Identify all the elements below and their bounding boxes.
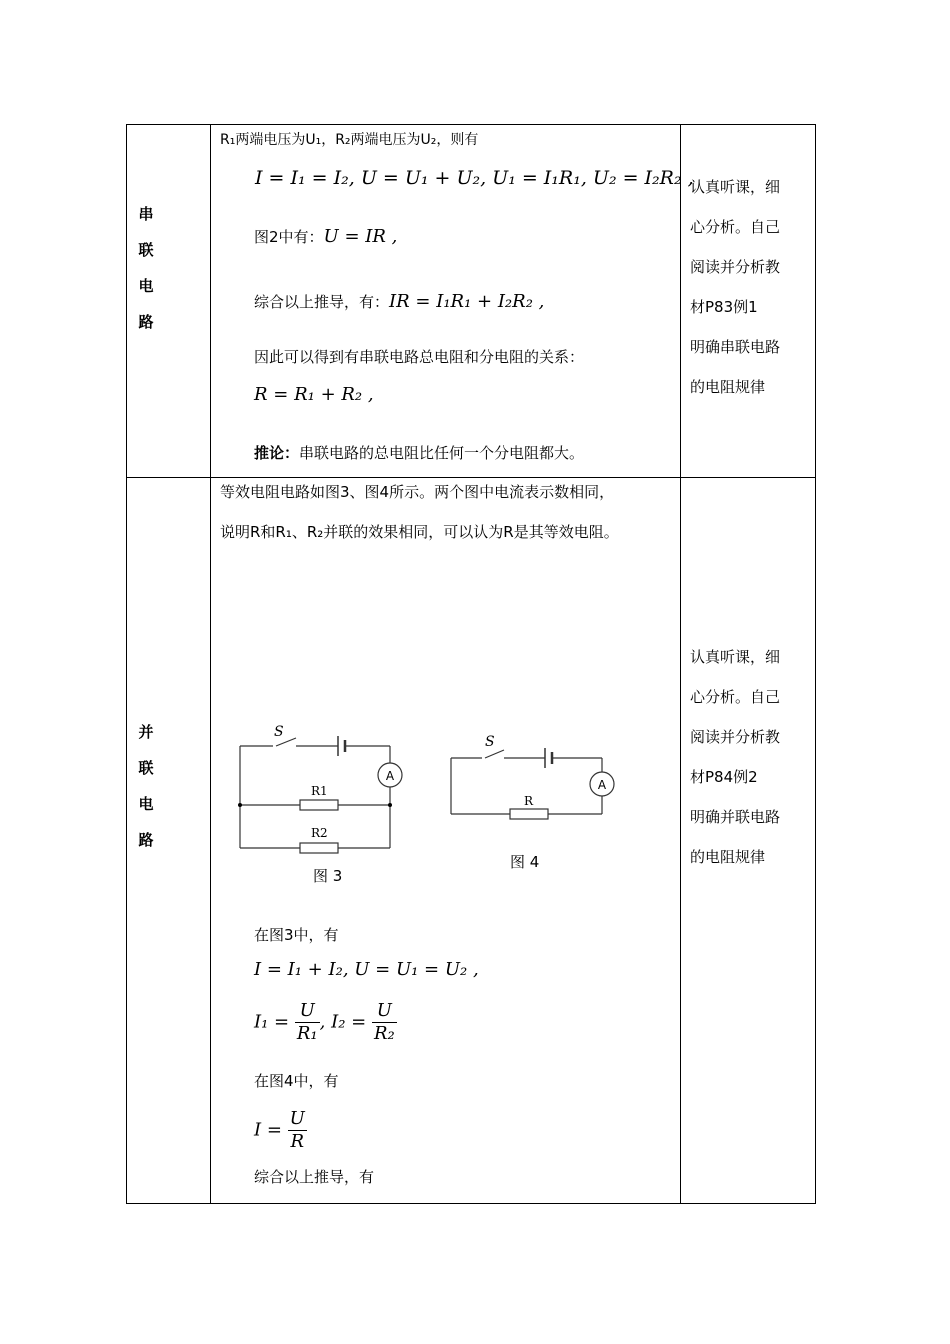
- figure-3-caption: 图 3: [313, 867, 343, 885]
- note-line: 材P84例2: [690, 768, 758, 786]
- note-line: 心分析。自己: [690, 218, 781, 236]
- numerator: U: [295, 1000, 320, 1023]
- note-line: 阅读并分析教: [690, 728, 781, 746]
- note-line: 明确串联电路: [690, 338, 781, 356]
- note-line: 心分析。自己: [690, 688, 781, 706]
- fig3-r2-label: R2: [311, 826, 328, 840]
- series-fig2-line: [254, 227, 397, 247]
- note-line: 阅读并分析教: [690, 258, 781, 276]
- note-line: 明确并联电路: [690, 808, 781, 826]
- fig2-prefix: 图2中有：: [254, 228, 324, 246]
- fig4-r-label: R: [524, 794, 534, 808]
- fraction: [288, 1108, 307, 1153]
- figure-4-circuit: [440, 728, 620, 828]
- note-line: 的电阻规律: [690, 378, 766, 396]
- label-char: 电: [138, 277, 154, 295]
- figure-4-caption: 图 4: [510, 853, 540, 871]
- label-char: 串: [138, 205, 154, 223]
- note-line: 材P83例1: [690, 298, 758, 316]
- note-line: 的电阻规律: [690, 848, 766, 866]
- parallel-intro1: 等效电阻电路如图3、图4所示。两个图中电流表示数相同，: [220, 483, 615, 501]
- fraction: [295, 1000, 320, 1045]
- series-line1: R₁两端电压为U₁，R₂两端电压为U₂，则有: [220, 132, 479, 148]
- fig3-r1-label: R1: [311, 784, 328, 798]
- denominator: R₂: [373, 1023, 395, 1044]
- table-border-left: [126, 124, 127, 1204]
- parallel-intro2: 说明R和R₁、R₂并联的效果相同，可以认为R是其等效电阻。: [220, 523, 619, 541]
- label-char: 联: [138, 759, 154, 777]
- series-relation-text: 因此可以得到有串联电路总电阻和分电阻的关系：: [254, 348, 585, 366]
- fig4-ammeter-label: A: [597, 778, 607, 792]
- table-col-divider-2: [680, 124, 681, 1204]
- label-char: 路: [138, 313, 154, 331]
- numerator: U: [289, 1108, 305, 1129]
- table-border-right: [815, 124, 816, 1204]
- figure-3-circuit: [228, 718, 418, 858]
- series-note: [690, 167, 810, 407]
- eq-lhs: I =: [254, 1119, 282, 1141]
- fig2-eq: U = IR ,: [323, 226, 398, 247]
- label-char: 电: [138, 795, 154, 813]
- conclusion-text: 串联电路的总电阻比任何一个分电阻都大。: [299, 444, 585, 462]
- numerator: U: [372, 1000, 397, 1023]
- label-char: 联: [138, 241, 154, 259]
- parallel-section-label: [136, 714, 156, 858]
- in-fig3-text: 在图3中，有: [254, 926, 339, 944]
- series-eq1: I = I₁ = I₂, U = U₁ + U₂, U₁ = I₁R₁, U₂ = I₂R₂ ,: [255, 167, 694, 189]
- fraction: [372, 1000, 397, 1045]
- label-char: 路: [138, 831, 154, 849]
- label-char: 并: [138, 723, 154, 741]
- fig3-eq1: I = I₁ + I₂, U = U₁ = U₂ ,: [254, 959, 479, 980]
- fig3-switch-label: S: [274, 724, 284, 740]
- note-line: 认真听课，细: [690, 178, 781, 196]
- fig3-ammeter-label: A: [385, 769, 395, 783]
- denominator: R: [290, 1131, 305, 1152]
- in-fig4-text: 在图4中，有: [254, 1072, 339, 1090]
- series-combine-line: [254, 292, 544, 312]
- combine-eq: IR = I₁R₁ + I₂R₂ ,: [389, 291, 545, 312]
- series-section-label: [136, 196, 156, 340]
- fig4-switch-label: S: [485, 734, 495, 750]
- eq-lhs: I₁ =: [254, 1011, 290, 1033]
- series-conclusion: [254, 443, 584, 463]
- fig3-eq2: [254, 1000, 397, 1045]
- table-border-bottom: [126, 1203, 816, 1204]
- fig4-eq: [254, 1108, 307, 1153]
- conclusion-label: 推论：: [254, 444, 300, 462]
- parallel-note: [690, 637, 810, 877]
- table-row-divider: [126, 477, 816, 478]
- series-relation-eq: R = R₁ + R₂ ,: [254, 384, 374, 405]
- eq-lhs: , I₂ =: [319, 1011, 367, 1033]
- combine-prefix: 综合以上推导，有：: [254, 293, 390, 311]
- note-line: 认真听课，细: [690, 648, 781, 666]
- table-border-top: [126, 124, 816, 125]
- denominator: R₁: [296, 1023, 318, 1044]
- parallel-combine-text: 综合以上推导，有: [254, 1168, 375, 1186]
- table-col-divider-1: [210, 124, 211, 1204]
